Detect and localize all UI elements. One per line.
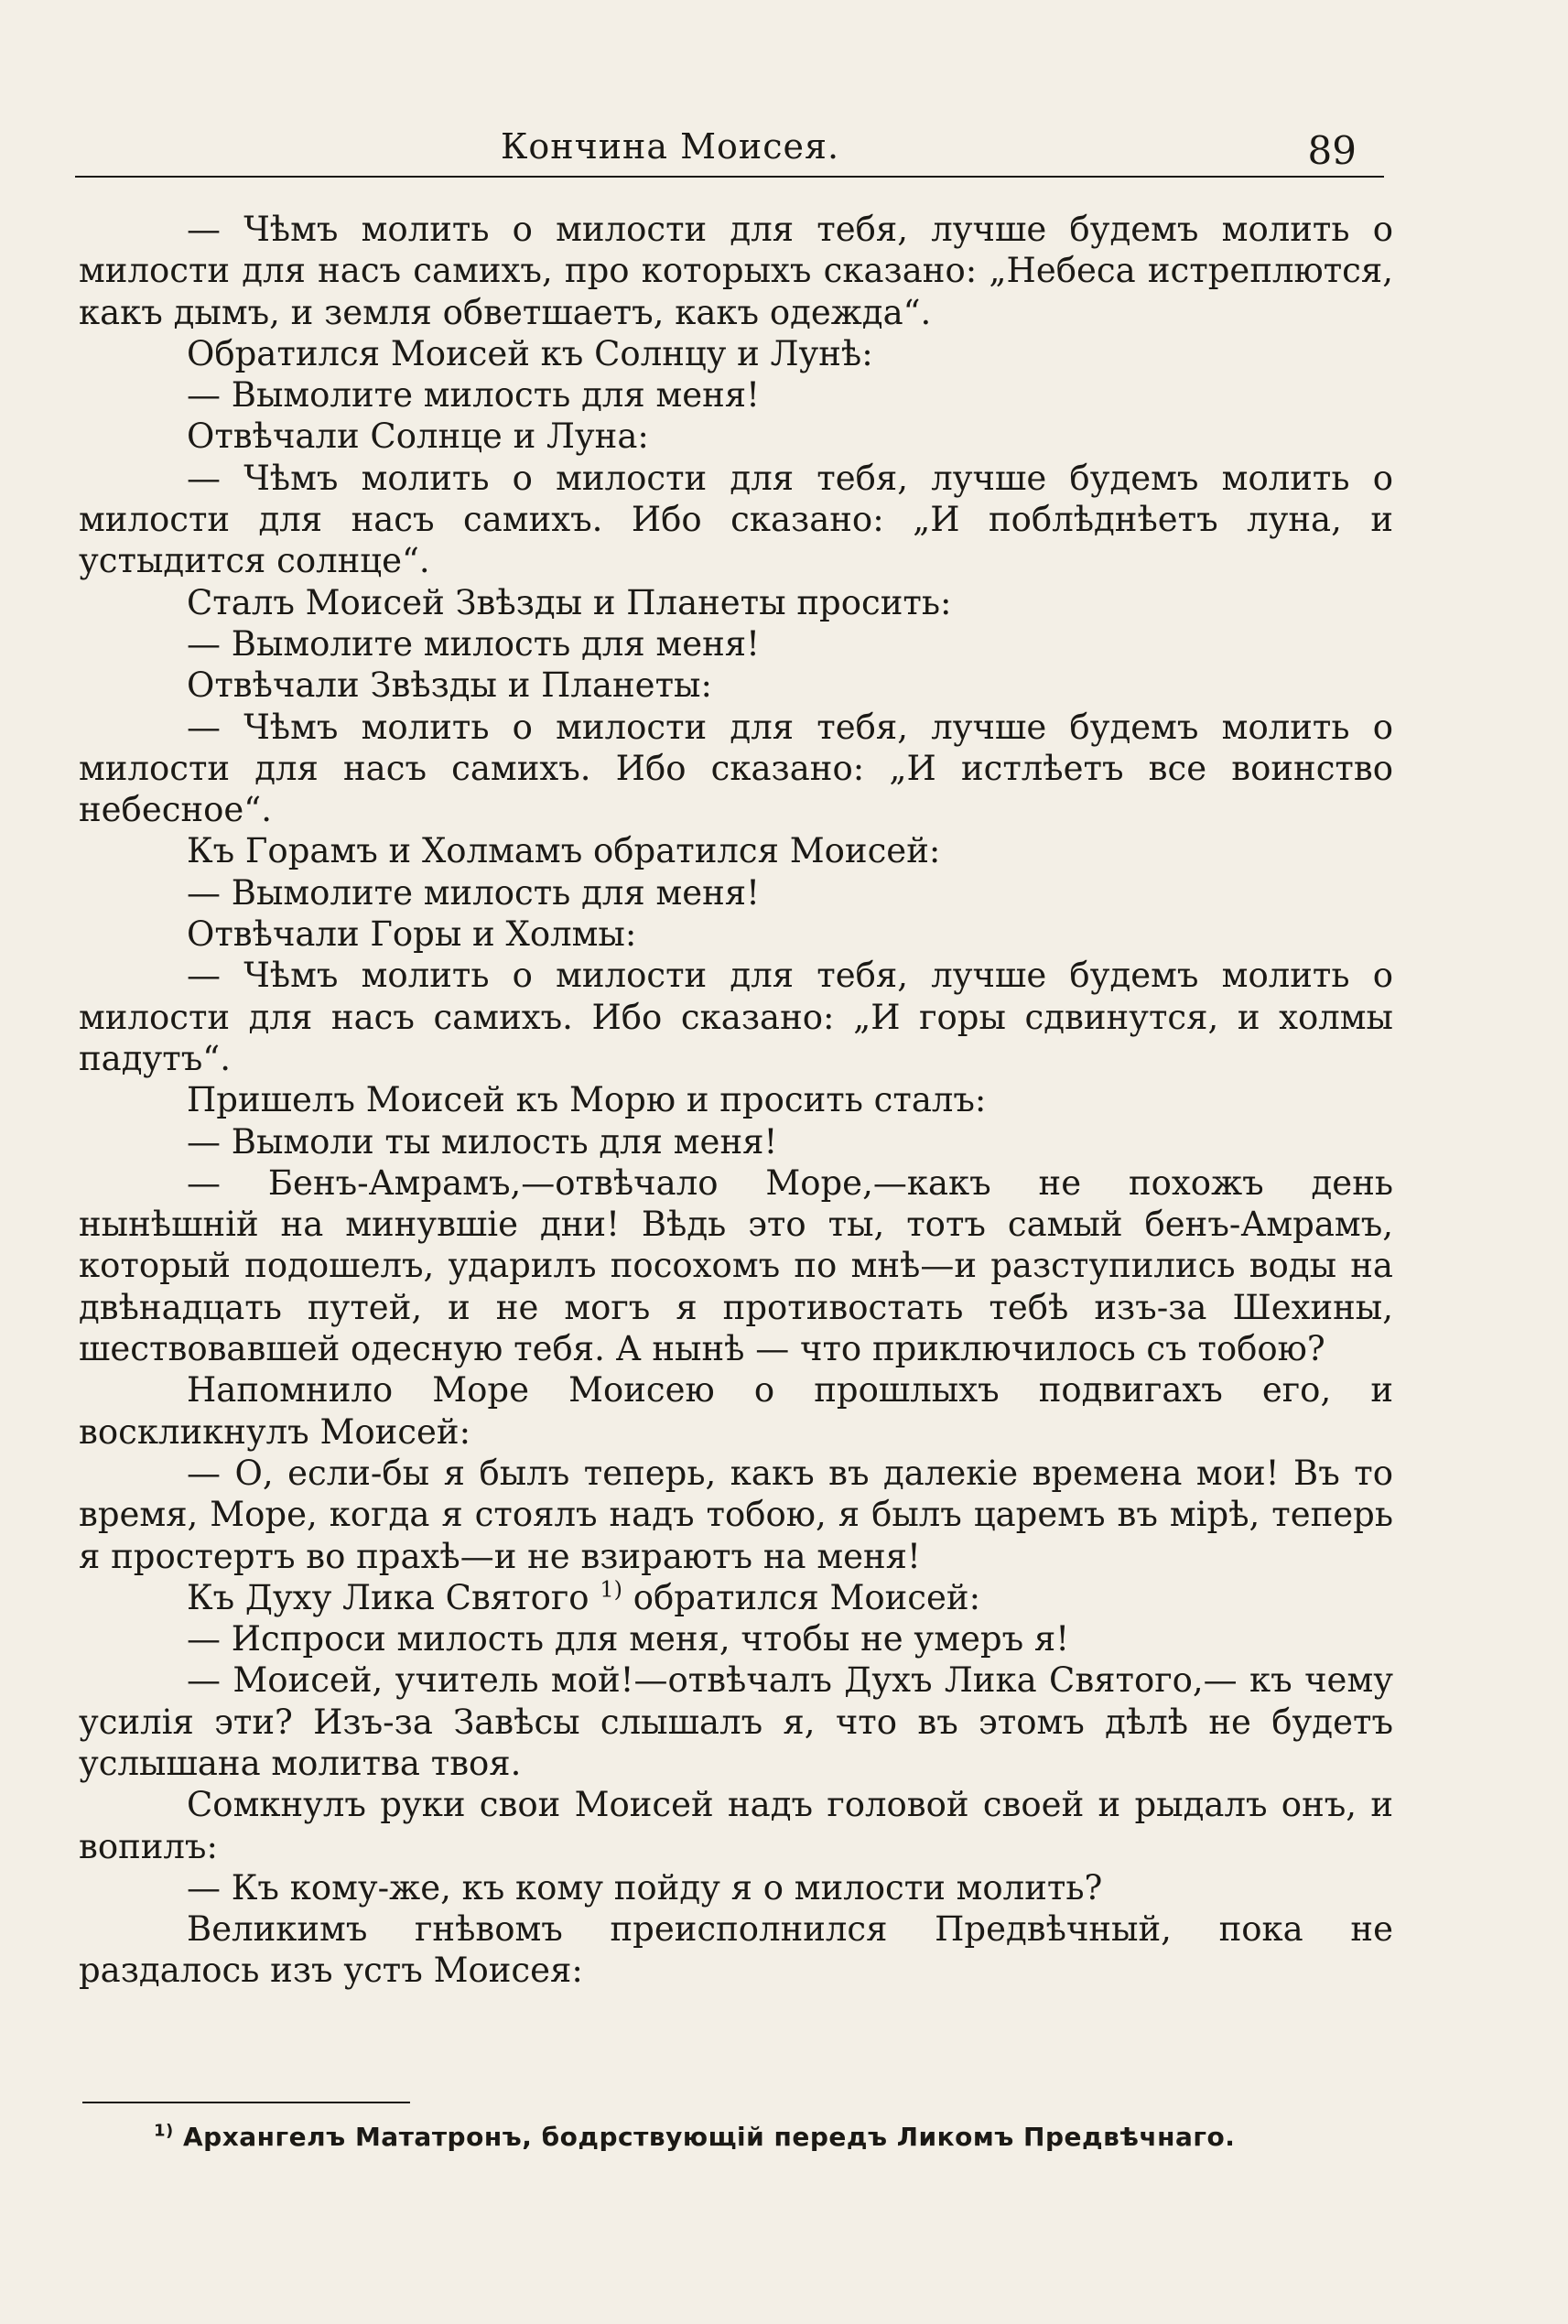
- body-text: [79, 209, 1393, 1992]
- paragraph: Сомкнулъ руки свои Моисей надъ головой своей и рыдалъ онъ, и вопилъ:: [79, 1785, 1393, 1866]
- paragraph: Сталъ Моисей Звѣзды и Планеты просить:: [187, 582, 952, 622]
- running-header: [75, 119, 1384, 183]
- chapter-title: Кончина Моисея.: [500, 126, 840, 167]
- paragraph: Къ Горамъ и Холмамъ обратился Моисей:: [187, 831, 941, 871]
- footnote-rule: [82, 2102, 410, 2103]
- paragraph: — Чѣмъ молить о милости для тебя, лучше будемъ молить о милости для насъ самихъ, про которыхъ сказано: „Небеса истреплются, какъ дымъ, и земля обветшаетъ, какъ одежда“.: [79, 210, 1393, 332]
- page-number: 89: [1307, 128, 1357, 173]
- footnote-reference: 1): [600, 1576, 622, 1603]
- paragraph: — Моисей, учитель мой!—отвѣчалъ Духъ Лика Святого,— къ чему усилія эти? Изъ-за Завѣсы слышалъ я, что въ этомъ дѣлѣ не будетъ услышана молитва твоя.: [79, 1660, 1393, 1783]
- footnote: [154, 2122, 1390, 2152]
- paragraph: — Къ кому-же, къ кому пойду я о милости молить?: [187, 1867, 1103, 1908]
- footnote-text: Архангелъ Мататронъ, бодрствующій передъ Ликомъ Предвѣчнаго.: [183, 2122, 1236, 2152]
- paragraph-text: обратился Моисей:: [633, 1577, 981, 1617]
- paragraph: Отвѣчали Солнце и Луна:: [187, 416, 649, 457]
- paragraph: Отвѣчали Горы и Холмы:: [187, 914, 637, 955]
- paragraph: — Вымолите милость для меня!: [187, 623, 761, 664]
- paragraph-text: Къ Духу Лика Святого: [187, 1577, 589, 1617]
- paragraph: — Вымолите милость для меня!: [187, 375, 761, 416]
- paragraph: Обратился Моисей къ Солнцу и Лунѣ:: [187, 333, 873, 373]
- paragraph-with-footnote-ref: [79, 1577, 1393, 1618]
- paragraph: — Бенъ-Амрамъ,—отвѣчало Море,—какъ не похожъ день нынѣшній на минувшіе дни! Вѣдь это ты, тотъ самый бенъ-Амрамъ, который подошелъ, ударилъ посохомъ по мнѣ—и разступились воды на двѣнадцать путей, и не могъ я противостать тебѣ изъ-за Шехины, шествовавшей одесную тебя. А нынѣ — что приключилось съ тобою?: [79, 1162, 1393, 1369]
- header-rule: [75, 176, 1384, 178]
- paragraph: — Чѣмъ молить о милости для тебя, лучше будемъ молить о милости для насъ самихъ. Ибо сказано: „И поблѣднѣетъ луна, и устыдится солнце“.: [79, 458, 1393, 581]
- footnote-marker: 1): [154, 2121, 174, 2141]
- paragraph: — Испроси милость для меня, чтобы не умеръ я!: [187, 1619, 1070, 1659]
- paragraph: — Вымолите милость для меня!: [187, 872, 761, 913]
- paragraph: Великимъ гнѣвомъ преисполнился Предвѣчный, пока не раздалось изъ устъ Моисея:: [79, 1909, 1393, 1991]
- paragraph: Отвѣчали Звѣзды и Планеты:: [187, 665, 712, 706]
- paragraph: — Вымоли ты милость для меня!: [187, 1121, 778, 1162]
- paragraph: — Чѣмъ молить о милости для тебя, лучше будемъ молить о милости для насъ самихъ. Ибо сказано: „И горы сдвинутся, и холмы падутъ“.: [79, 956, 1393, 1078]
- paragraph: Пришелъ Моисей къ Морю и просить сталъ:: [187, 1080, 987, 1120]
- paragraph: — О, если-бы я былъ теперь, какъ въ далекіе времена мои! Въ то время, Море, когда я стоялъ надъ тобою, я былъ царемъ въ мірѣ, теперь я простертъ во прахѣ—и не взираютъ на меня!: [79, 1453, 1393, 1576]
- paragraph: Напомнило Море Моисею о прошлыхъ подвигахъ его, и воскликнулъ Моисей:: [79, 1370, 1393, 1452]
- paragraph: — Чѣмъ молить о милости для тебя, лучше будемъ молить о милости для насъ самихъ. Ибо сказано: „И истлѣетъ все воинство небесное“.: [79, 707, 1393, 830]
